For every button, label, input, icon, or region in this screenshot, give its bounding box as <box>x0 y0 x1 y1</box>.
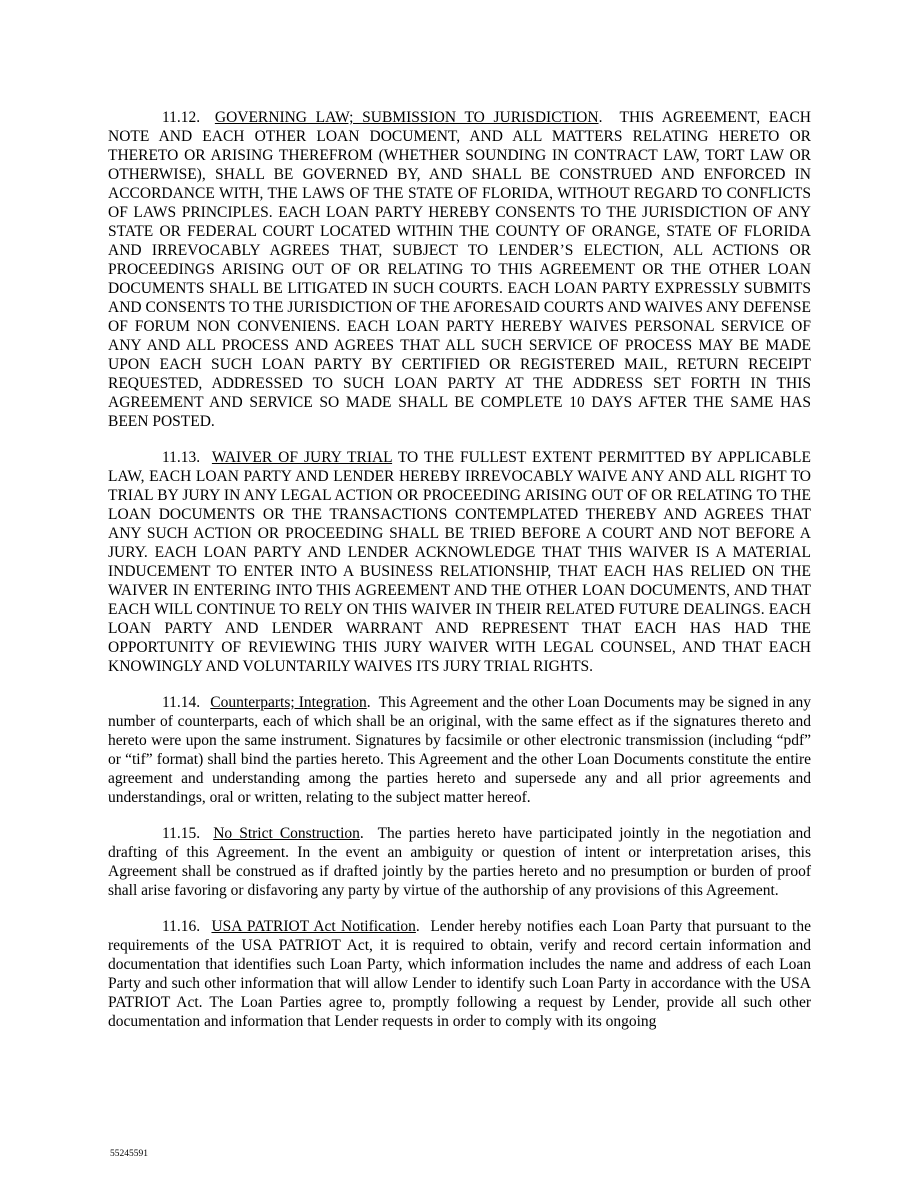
section-heading: Counterparts; Integration <box>210 694 367 711</box>
heading-punctuation: . <box>598 109 603 126</box>
section-11-15 <box>108 824 811 900</box>
section-body: THIS AGREEMENT, EACH NOTE AND EACH OTHER LOAN DOCUMENT, AND ALL MATTERS RELATING HERETO OR THERETO OR ARISING THEREFROM (WHETHER SOUNDING IN CONTRACT LAW, TORT LAW OR OTHERWISE), SHALL BE GOVERNED BY, AND SHALL BE CONSTRUED AND ENFORCED IN ACCORDANCE WITH, THE LAWS OF THE STATE OF FLORIDA, WITHOUT REGARD TO CONFLICTS OF LAWS PRINCIPLES. EACH LOAN PARTY HEREBY CONSENTS TO THE JURISDICTION OF ANY STATE OR FEDERAL COURT LOCATED WITHIN THE COUNTY OF ORANGE, STATE OF FLORIDA AND IRREVOCABLY AGREES THAT, SUBJECT TO LENDER’S ELECTION, ALL ACTIONS OR PROCEEDINGS ARISING OUT OF OR RELATING TO THIS AGREEMENT OR THE OTHER LOAN DOCUMENTS SHALL BE LITIGATED IN SUCH COURTS. EACH LOAN PARTY EXPRESSLY SUBMITS AND CONSENTS TO THE JURISDICTION OF THE AFORESAID COURTS AND WAIVES ANY DEFENSE OF FORUM NON CONVENIENS. EACH LOAN PARTY HEREBY WAIVES PERSONAL SERVICE OF ANY AND ALL PROCESS AND AGREES THAT ALL SUCH SERVICE OF PROCESS MAY BE MADE UPON EACH SUCH LOAN PARTY BY CERTIFIED OR REGISTERED MAIL, RETURN RECEIPT REQUESTED, ADDRESSED TO SUCH LOAN PARTY AT THE ADDRESS SET FORTH IN THIS AGREEMENT AND SERVICE SO MADE SHALL BE COMPLETE 10 DAYS AFTER THE SAME HAS BEEN POSTED. <box>108 109 811 430</box>
section-heading: GOVERNING LAW; SUBMISSION TO JURISDICTION <box>214 109 599 126</box>
section-11-14 <box>108 693 811 807</box>
section-body: This Agreement and the other Loan Documents may be signed in any number of counterparts, each of which shall be an original, with the same effect as if the signatures thereto and hereto were upon the same instrument. Signatures by facsimile or other electronic transmission (including “pdf” or “tif” format) shall bind the parties hereto. This Agreement and the other Loan Documents constitute the entire agreement and understanding among the parties hereto and supersede any and all prior agreements and understandings, oral or written, relating to the subject matter hereof. <box>108 694 812 806</box>
section-11-12 <box>108 108 811 431</box>
section-heading: No Strict Construction <box>213 825 360 842</box>
section-number: 11.15. <box>162 825 201 842</box>
section-paragraph <box>108 917 811 1031</box>
section-11-13 <box>108 448 811 676</box>
section-paragraph <box>108 448 811 676</box>
document-page <box>108 108 811 1048</box>
section-heading: USA PATRIOT Act Notification <box>211 918 416 935</box>
section-heading: WAIVER OF JURY TRIAL <box>211 449 393 466</box>
section-paragraph <box>108 108 811 431</box>
section-number: 11.13. <box>162 449 201 466</box>
heading-punctuation: . <box>359 825 364 842</box>
section-paragraph <box>108 824 811 900</box>
section-paragraph <box>108 693 811 807</box>
section-body: The parties hereto have participated jointly in the negotiation and drafting of this Agreement. In the event an ambiguity or question of intent or interpretation arises, this Agreement shall be construed as if drafted jointly by the parties hereto and no presumption or burden of proof shall arise favoring or disfavoring any party by virtue of the authorship of any provisions of this Agreement. <box>108 825 812 899</box>
section-number: 11.16. <box>162 918 201 935</box>
section-number: 11.14. <box>162 694 201 711</box>
document-number: 55245591 <box>110 1149 148 1159</box>
section-body: TO THE FULLEST EXTENT PERMITTED BY APPLICABLE LAW, EACH LOAN PARTY AND LENDER HEREBY IRREVOCABLY WAIVE ANY AND ALL RIGHT TO TRIAL BY JURY IN ANY LEGAL ACTION OR PROCEEDING ARISING OUT OF OR RELATING TO THE LOAN DOCUMENTS OR THE TRANSACTIONS CONTEMPLATED THEREBY AND AGREES THAT ANY SUCH ACTION OR PROCEEDING SHALL BE TRIED BEFORE A COURT AND NOT BEFORE A JURY. EACH LOAN PARTY AND LENDER ACKNOWLEDGE THAT THIS WAIVER IS A MATERIAL INDUCEMENT TO ENTER INTO A BUSINESS RELATIONSHIP, THAT EACH HAS RELIED ON THE WAIVER IN ENTERING INTO THIS AGREEMENT AND THE OTHER LOAN DOCUMENTS, AND THAT EACH WILL CONTINUE TO RELY ON THIS WAIVER IN THEIR RELATED FUTURE DEALINGS. EACH LOAN PARTY AND LENDER WARRANT AND REPRESENT THAT EACH HAS HAD THE OPPORTUNITY OF REVIEWING THIS JURY WAIVER WITH LEGAL COUNSEL, AND THAT EACH KNOWINGLY AND VOLUNTARILY WAIVES ITS JURY TRIAL RIGHTS. <box>108 449 811 675</box>
section-11-16 <box>108 917 811 1031</box>
heading-punctuation: . <box>366 694 371 711</box>
heading-punctuation: . <box>415 918 420 935</box>
section-body: Lender hereby notifies each Loan Party that pursuant to the requirements of the USA PATRIOT Act, it is required to obtain, verify and record certain information and documentation that identifies such Loan Party, which information includes the name and address of each Loan Party and such other information that will allow Lender to identify such Loan Party in accordance with the USA PATRIOT Act. The Loan Parties agree to, promptly following a request by Lender, provide all such other documentation and information that Lender requests in order to comply with its ongoing <box>108 918 811 1030</box>
section-number: 11.12. <box>162 109 201 126</box>
